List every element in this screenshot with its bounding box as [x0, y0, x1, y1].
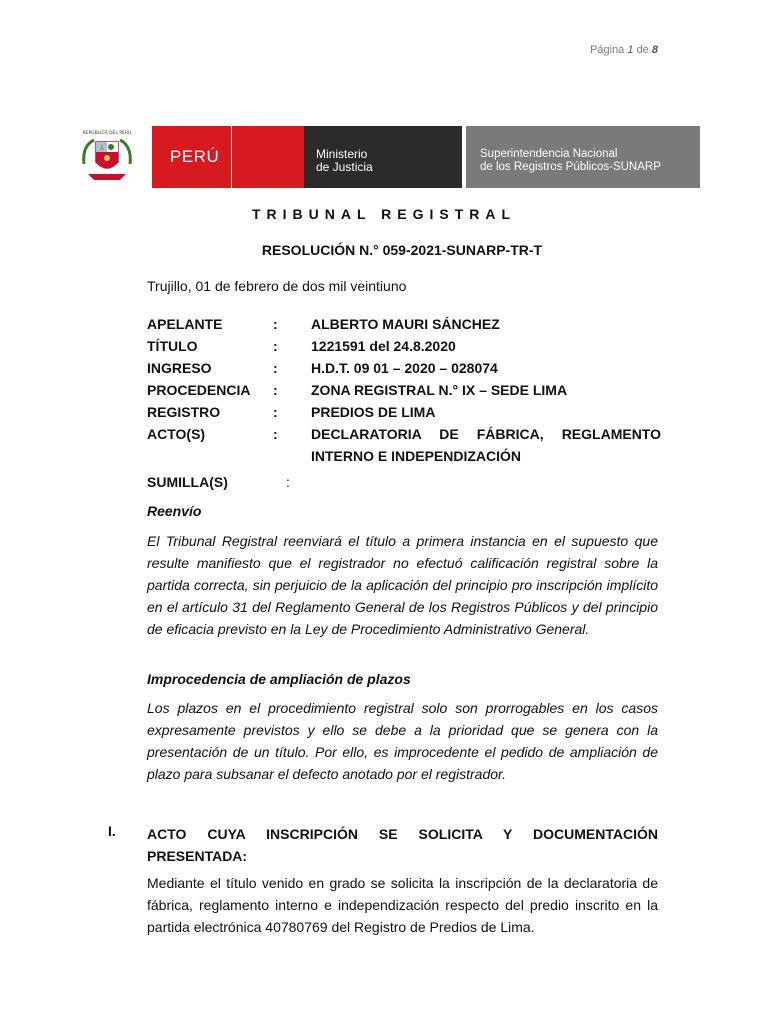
meta-row-registro	[147, 401, 667, 423]
sumilla-label: SUMILLA(S)	[147, 474, 228, 490]
sumilla-text-plazos: Los plazos en el procedimiento registral solo son prorrogables en los casos expresamente previstos y ello se debe a la prioridad que se genera con la presentación de un título. Por ello, es improcedente el pedido de ampliación de plazo para subsanar el defecto anotado por el registrador.	[147, 700, 658, 782]
meta-row-ingreso	[147, 357, 667, 379]
peru-logo	[152, 126, 304, 188]
meta-label: APELANTE	[147, 316, 223, 332]
meta-colon: :	[273, 360, 278, 376]
date-line: Trujillo, 01 de febrero de dos mil veintiuno	[147, 278, 407, 294]
meta-label: TÍTULO	[147, 338, 198, 354]
letterhead	[74, 124, 700, 188]
meta-value: ALBERTO MAURI SÁNCHEZ	[311, 316, 500, 332]
meta-value: 1221591 del 24.8.2020	[311, 338, 456, 354]
meta-row-titulo	[147, 335, 667, 357]
meta-row-procedencia	[147, 379, 667, 401]
case-metadata	[147, 313, 667, 467]
meta-value: H.D.T. 09 01 – 2020 – 028074	[311, 360, 498, 376]
sumilla-heading-plazos: Improcedencia de ampliación de plazos	[147, 671, 411, 687]
sunarp-line2: de los Registros Públicos-SUNARP	[480, 161, 661, 173]
meta-label: REGISTRO	[147, 404, 221, 420]
document-title: TRIBUNAL REGISTRAL	[251, 206, 517, 222]
section-title: ACTO CUYA INSCRIPCIÓN SE SOLICITA Y DOCUMENTACIÓN PRESENTADA:	[147, 826, 658, 864]
resolution-number: RESOLUCIÓN N.° 059-2021-SUNARP-TR-T	[261, 242, 543, 258]
meta-colon: :	[273, 338, 278, 354]
page-current: 1	[627, 44, 634, 56]
sumilla-text-reenvio: El Tribunal Registral reenviará el título a primera instancia en el supuesto que resulte manifiesto que el registrador no efectuó calificación registral sobre la partida correcta, sin perjuicio de la aplicación del principio pro inscripción implícito en el artículo 31 del Reglamento General de los Registros Públicos y del principio de eficacia previsto en la Ley de Procedimiento Administrativo General.	[147, 533, 658, 637]
sunarp-line1: Superintendencia Nacional	[480, 148, 618, 160]
meta-label: INGRESO	[147, 360, 212, 376]
meta-value: PREDIOS DE LIMA	[311, 404, 436, 420]
meta-label: PROCEDENCIA	[147, 382, 251, 398]
meta-row-apelante	[147, 313, 667, 335]
section-paragraph: Mediante el título venido en grado se solicita la inscripción de la declaratoria de fábrica, reglamento interno e independización respecto del predio inscrito en la partida electrónica 40780769 del Registro de Predios de Lima.	[147, 875, 658, 935]
meta-colon: :	[273, 316, 278, 332]
meta-label: ACTO(S)	[147, 426, 206, 442]
meta-colon: :	[273, 426, 278, 442]
meta-value: DECLARATORIA DE FÁBRICA, REGLAMENTO INTERNO E INDEPENDIZACIÓN	[311, 426, 661, 464]
page-label: Página	[590, 44, 625, 56]
coat-of-arms-icon	[74, 124, 140, 190]
sumilla-heading-reenvio: Reenvío	[147, 503, 202, 519]
logo-divider	[231, 126, 232, 188]
meta-colon: :	[273, 404, 278, 420]
meta-value: ZONA REGISTRAL N.° IX – SEDE LIMA	[311, 382, 568, 398]
ministerio-logo	[304, 126, 462, 188]
page-of: de	[636, 44, 649, 56]
peru-label: PERÚ	[170, 147, 220, 166]
ministerio-line1: Ministerio	[316, 147, 368, 161]
sunarp-logo	[466, 126, 700, 188]
meta-row-actos	[147, 423, 667, 467]
meta-colon: :	[273, 382, 278, 398]
page-number	[590, 44, 658, 56]
crest-text: REPÚBLICA DEL PERÚ	[82, 131, 132, 136]
sumilla-colon: :	[286, 474, 290, 490]
section-number: I.	[108, 823, 116, 839]
page-total: 8	[651, 44, 658, 56]
ministerio-line2: de Justicia	[316, 160, 373, 174]
